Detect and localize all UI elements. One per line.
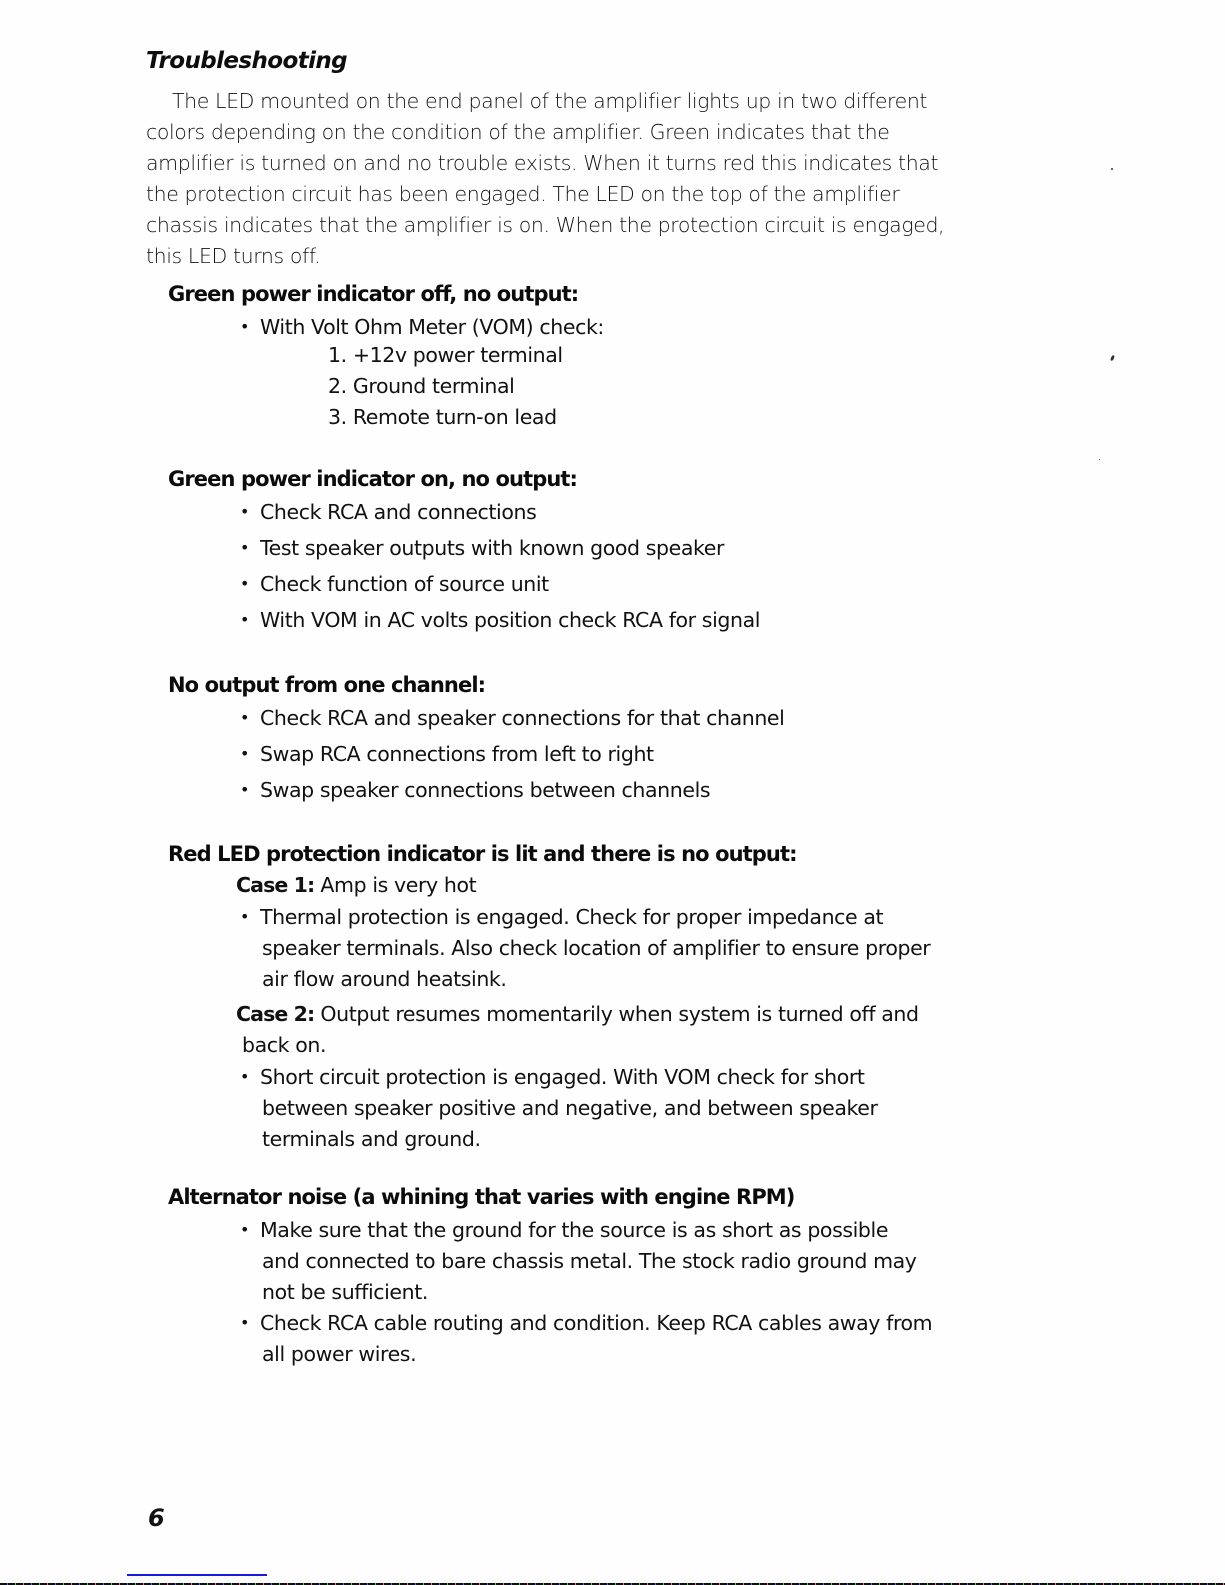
list-item: • Thermal protection is engaged. Check for proper impedance at speaker terminals. Also check location of amplifier to ensure proper air flow around heatsink. [240, 901, 930, 995]
page-title: Troubleshooting [146, 48, 348, 74]
bullet-icon: • [240, 610, 250, 629]
intro-paragraph [146, 86, 1006, 272]
numbered-item: 1. +12v power terminal [328, 343, 563, 367]
list-item: • With VOM in AC volts position check RCA for signal [240, 604, 760, 636]
section-heading-power-off: Green power indicator off, no output: [168, 282, 579, 306]
section-heading-red-led: Red LED protection indicator is lit and there is no output: [168, 842, 797, 866]
bullet-icon: • [240, 574, 250, 593]
bullet-icon: • [240, 907, 250, 926]
list-item: • Make sure that the ground for the source is as short as possible and connected to bare chassis metal. The stock radio ground may not be sufficient. [240, 1214, 917, 1308]
case-label: Case 1: [236, 873, 315, 897]
intro-line: amplifier is turned on and no trouble exists. When it turns red this indicates that [146, 151, 939, 175]
bullet-icon: • [240, 1313, 250, 1332]
page-number: 6 [148, 1504, 165, 1532]
bullet-icon: • [240, 502, 250, 521]
bullet-icon: • [240, 317, 250, 336]
list-item: • Short circuit protection is engaged. With VOM check for short between speaker positive and negative, and between speaker terminals and ground. [240, 1061, 878, 1155]
list-item: • Check RCA cable routing and condition. Keep RCA cables away from all power wires. [240, 1307, 932, 1370]
intro-line: colors depending on the condition of the amplifier. Green indicates that the [146, 120, 890, 144]
intro-line: this LED turns off. [146, 244, 321, 268]
numbered-item: 2. Ground terminal [328, 374, 515, 398]
case-1: Case 1: Amp is very hot [236, 873, 477, 897]
section-heading-power-on: Green power indicator on, no output: [168, 467, 578, 491]
list-item: • Test speaker outputs with known good speaker [240, 532, 724, 564]
bullet-icon: • [240, 1220, 250, 1239]
case-label: Case 2: [236, 1002, 315, 1026]
list-item: • Check function of source unit [240, 568, 549, 600]
case-2: Case 2: Output resumes momentarily when system is turned off and back on. [236, 1002, 919, 1057]
bullet-icon: • [240, 1067, 250, 1086]
list-item: • With Volt Ohm Meter (VOM) check: [240, 311, 604, 343]
footer-rule [127, 1574, 267, 1576]
intro-line: chassis indicates that the amplifier is on. When the protection circuit is engaged, [146, 213, 945, 237]
scan-speck [1099, 459, 1100, 460]
section-heading-one-channel: No output from one channel: [168, 673, 486, 697]
bullet-icon: • [240, 538, 250, 557]
bullet-icon: • [240, 708, 250, 727]
intro-line: The LED mounted on the end panel of the amplifier lights up in two different [172, 89, 928, 113]
scan-speck [1111, 168, 1113, 170]
list-item: • Swap speaker connections between channels [240, 774, 710, 806]
section-heading-alternator-noise: Alternator noise (a whining that varies with engine RPM) [168, 1185, 795, 1209]
list-item: • Check RCA and connections [240, 496, 536, 528]
intro-line: the protection circuit has been engaged. The LED on the top of the amplifier [146, 182, 900, 206]
numbered-item: 3. Remote turn-on lead [328, 405, 557, 429]
scan-speck [1110, 355, 1115, 362]
list-item: • Swap RCA connections from left to right [240, 738, 654, 770]
bullet-icon: • [240, 780, 250, 799]
list-item: • Check RCA and speaker connections for that channel [240, 702, 784, 734]
bullet-icon: • [240, 744, 250, 763]
